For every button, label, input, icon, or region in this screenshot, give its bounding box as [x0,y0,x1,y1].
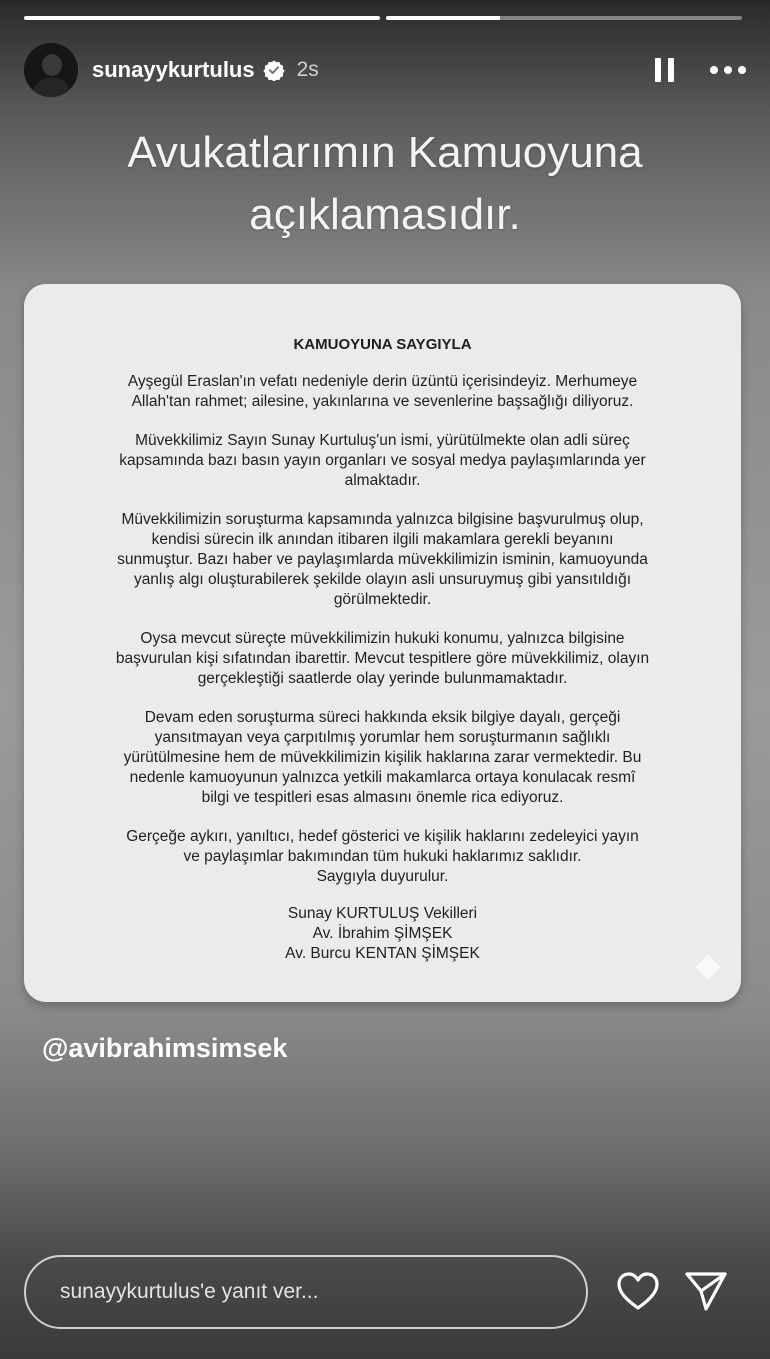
story-progress-segment-1 [24,16,380,20]
story-title: Avukatlarımın Kamuoyuna açıklamasıdır. [127,128,643,239]
signature-block [24,904,741,964]
statement-paragraph: Müvekkilimizin soruşturma kapsamında yalnızca bilgisine başvurulmuş olup, kendisi sürecin ilk anından itibaren ilgili makamlara gerekli beyanını sunmuştur. Bazı haber ve paylaşımlarda müvekkilimizin isminin, kamuoyunda yanlış algı oluşturabilerek şekilde olayın asli unsuruymuş gibi yansıtıldığı görülmektedir. [117,511,648,608]
statement-heading: KAMUOYUNA SAYGIYLA [293,336,472,353]
statement-paragraph: Oysa mevcut süreçte müvekkilimizin hukuki konumu, yalnızca bilgisine başvurulan kişi sıfatından ibarettir. Mevcut tespitlere göre müvekkilimiz, olayın gerçekleştiği saatlerde olay yerinde bulunmamaktadır. [115,630,650,687]
send-icon[interactable] [684,1270,728,1312]
statement-paragraph: Gerçeğe aykırı, yanıltıcı, hedef gösterici ve kişilik haklarını zedeleyici yayın ve paylaşımlar bakımından tüm hukuki haklarımız saklıdır. Saygıyla duyurulur. [126,828,639,885]
more-options-icon[interactable] [710,66,746,74]
heart-icon[interactable] [616,1271,660,1311]
reply-input[interactable] [24,1255,588,1329]
signature-line: Sunay KURTULUŞ Vekilleri [287,905,478,922]
username[interactable]: sunayykurtulus [92,57,255,82]
story-progress-segment-2 [386,16,742,20]
post-time: 2s [296,58,319,81]
statement-paragraph: Devam eden soruşturma süreci hakkında eksik bilgiye dayalı, gerçeği yansıtmayan veya çarpıtılmış yorumlar hem soruşturmanın sağlıklı yürütülmesine hem de müvekkilimizin kişilik haklarına zarar vermektedir. Bu nedenle kamuoyunun yalnızca yetkili makamlarca ortaya konulacak resmî bilgi ve tespitleri esas almasını önemle rica ediyoruz. [123,709,642,806]
story-header [24,42,746,98]
avatar[interactable] [24,43,78,97]
signature-line: Av. İbrahim ŞİMŞEK [312,925,453,942]
statement-paragraph: Müvekkilimiz Sayın Sunay Kurtuluş'un ismi, yürütülmekte olan adli süreç kapsamında bazı basın yayın organları ve sosyal medya paylaşımlarında yer almaktadır. [119,432,646,489]
statement-card [24,284,741,1002]
verified-badge-icon [263,59,285,81]
pause-icon[interactable] [655,58,674,82]
statement-body [64,372,701,906]
signature-line: Av. Burcu KENTAN ŞİMŞEK [285,945,480,962]
reply-placeholder: sunayykurtulus'e yanıt ver... [60,1280,319,1303]
mention-sticker[interactable]: @avibrahimsimsek [42,1033,288,1063]
statement-paragraph: Ayşegül Eraslan'ın vefatı nedeniyle derin üzüntü içerisindeyiz. Merhumeye Allah'tan rahmet; ailesine, yakınlarına ve sevenlerine başsağlığı diliyoruz. [127,373,638,410]
